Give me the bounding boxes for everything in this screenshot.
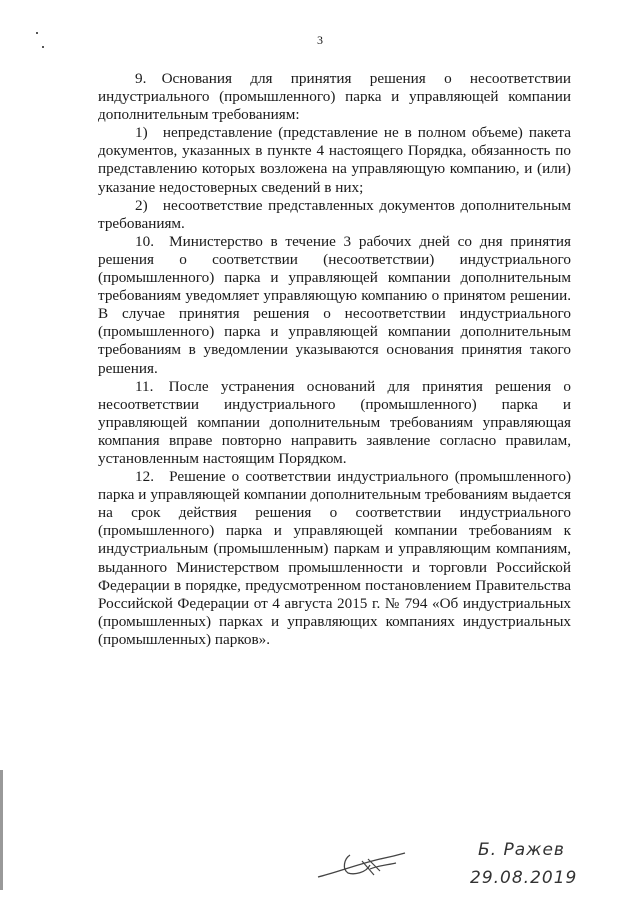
paragraph-10: 10. Министерство в течение 3 рабочих дней со дня принятия решения о соответствии (несоответствии) индустриального (промышленного) парка и управляющей компании дополнительным требованиям уведомляет управляющую компанию о принятом решении. В случае принятия решения о несоответствии индустриального (промышленного) парка и управляющей компании дополнительным требованиям в уведомлении указываются основания принятия такого решения. [98, 232, 571, 377]
handwritten-name: Б. Ражев [478, 840, 565, 860]
item-2: 2) несоответствие представленных документов дополнительным требованиям. [98, 196, 571, 232]
paragraph-12: 12. Решение о соответствии индустриального (промышленного) парка и управляющей компании дополнительным требованиям выдается на срок действия решения о соответствии индустриального (промышленного) парка и управляющей компании требованиям к индустриальным (промышленным) паркам и управляющим компаниям, выданного Министерством промышленности и торговли Российской Федерации в порядке, предусмотренном постановлением Правительства Российской Федерации от 4 августа 2015 г. № 794 «Об индустриальных (промышленных) парках и управляющих компаниях индустриальных (промышленных) парков». [98, 468, 571, 648]
scan-mark [0, 770, 3, 890]
scan-mark [36, 32, 38, 34]
item-1: 1) непредставление (представление не в полном объеме) пакета документов, указанных в пункте 4 настоящего Порядка, обязанность по представлению которых возложена на управляющую компанию, и (или) указание недостоверных сведений в них; [98, 124, 571, 196]
paragraph-11: 11. После устранения оснований для принятия решения о несоответствии индустриального (промышленного) парка и управляющей компании дополнительным требованиям управляющая компания вправе повторно направить заявление согласно правилам, установленным настоящим Порядком. [98, 377, 571, 467]
scan-mark [42, 46, 44, 48]
paragraph-9: 9. Основания для принятия решения о несоответствии индустриального (промышленного) парка и управляющей компании дополнительным требованиям: [98, 70, 571, 124]
page-number: 3 [317, 33, 323, 47]
signature [310, 835, 420, 895]
document-body [98, 70, 571, 649]
handwritten-date: 29.08.2019 [470, 868, 578, 888]
